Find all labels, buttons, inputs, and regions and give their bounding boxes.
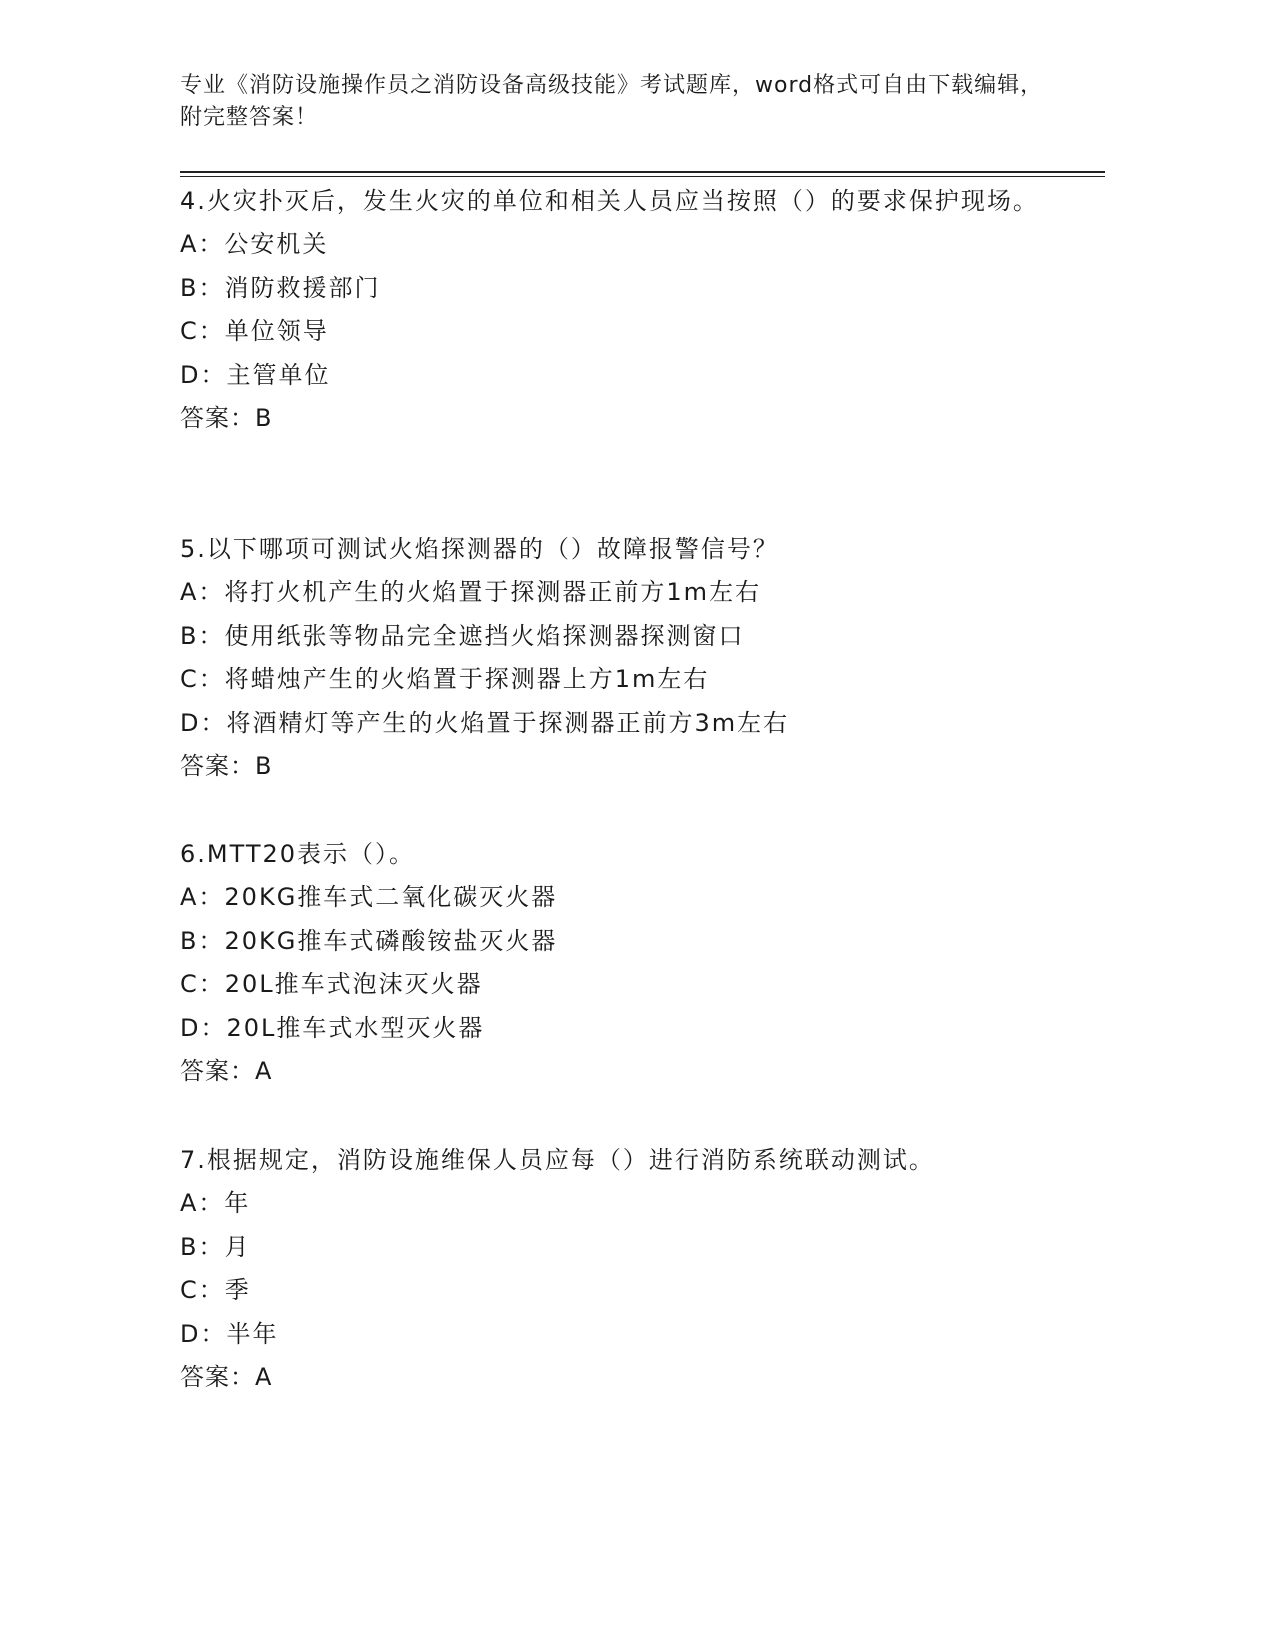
document-header: 专业《消防设施操作员之消防设备高级技能》考试题库，word格式可自由下载编辑，附完整答案！: [180, 73, 1044, 130]
option-c: C：将蜡烛产生的火焰置于探测器上方1m左右: [180, 665, 710, 693]
question-stem: 7.根据规定，消防设施维保人员应每（）进行消防系统联动测试。: [180, 1146, 935, 1174]
question-stem: 6.MTT20表示（）。: [180, 840, 416, 868]
header-divider-thick: [180, 171, 1105, 173]
question-7: [180, 1139, 1060, 1399]
question-6: [180, 833, 1060, 1093]
option-d: D：半年: [180, 1319, 279, 1348]
option-c: C：20L推车式泡沫灭火器: [180, 970, 483, 998]
option-a: A：20KG推车式二氧化碳灭火器: [180, 883, 558, 911]
question-4: [180, 180, 1060, 440]
answer: 答案：A: [180, 1363, 273, 1391]
option-c: C：单位领导: [180, 317, 329, 345]
option-b: B：20KG推车式磷酸铵盐灭火器: [180, 926, 558, 955]
question-stem: 5.以下哪项可测试火焰探测器的（）故障报警信号？: [180, 535, 779, 563]
option-b: B：月: [180, 1232, 251, 1261]
option-b: B：消防救援部门: [180, 273, 381, 302]
option-c: C：季: [180, 1276, 251, 1304]
option-b: B：使用纸张等物品完全遮挡火焰探测器探测窗口: [180, 621, 745, 650]
option-a: A：将打火机产生的火焰置于探测器正前方1m左右: [180, 578, 762, 606]
answer: 答案：B: [180, 404, 273, 432]
answer: 答案：A: [180, 1057, 273, 1085]
question-stem: 4.火灾扑灭后，发生火灾的单位和相关人员应当按照（）的要求保护现场。: [180, 187, 1039, 215]
header-divider-thin: [180, 176, 1105, 177]
option-a: A：年: [180, 1189, 251, 1217]
option-a: A：公安机关: [180, 230, 329, 258]
question-5: [180, 528, 1060, 788]
option-d: D：将酒精灯等产生的火焰置于探测器正前方3m左右: [180, 708, 790, 737]
option-d: D：主管单位: [180, 360, 331, 389]
answer: 答案：B: [180, 752, 273, 780]
option-d: D：20L推车式水型灭火器: [180, 1013, 485, 1042]
